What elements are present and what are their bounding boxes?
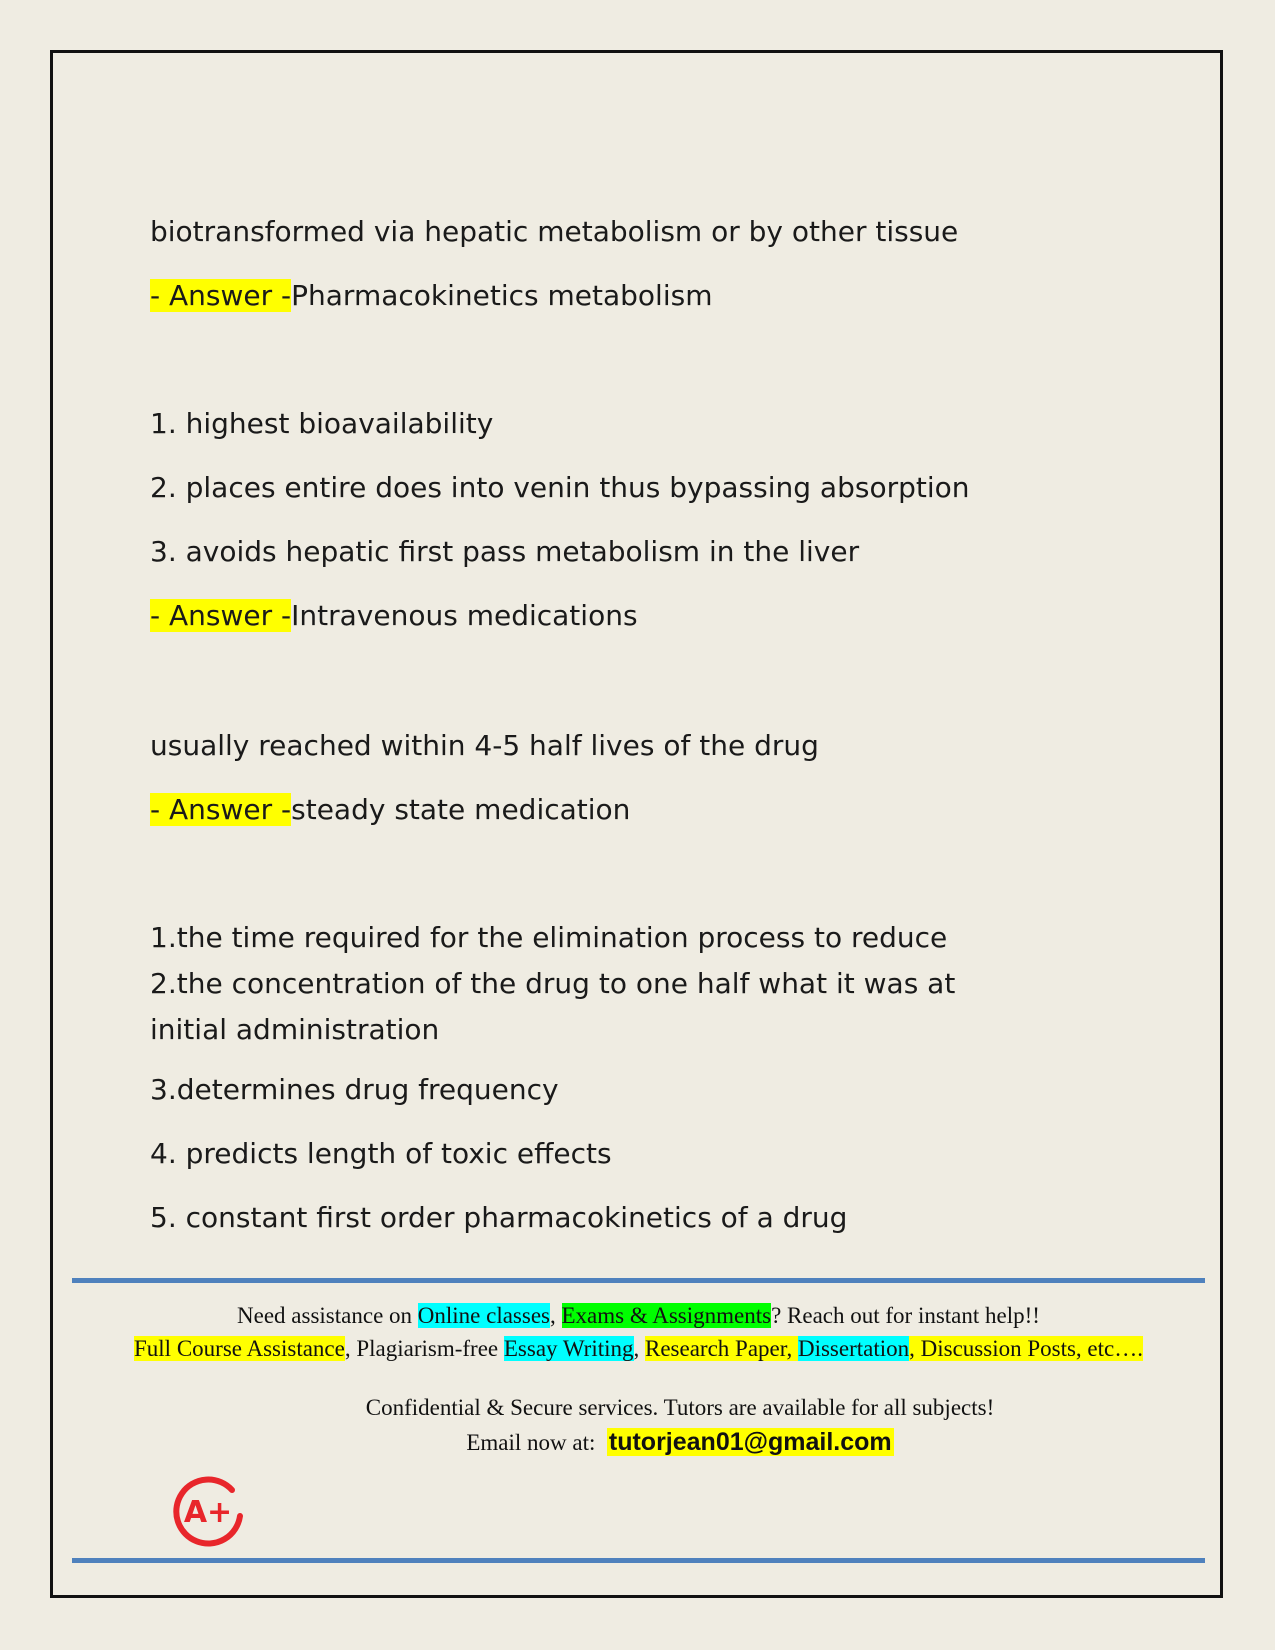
answer-tag: - Answer - <box>150 793 292 826</box>
footer-line-2 <box>72 1336 1205 1362</box>
list-item: 2. places entire does into venin thus bypassing absorption <box>150 471 970 504</box>
email-link[interactable]: tutorjean01@gmail.com <box>608 1428 892 1456</box>
list-item: 3. avoids hepatic first pass metabolism in the liver <box>150 535 860 568</box>
exams-highlight: Exams & Assignments <box>561 1303 772 1328</box>
list-item: 1. highest bioavailability <box>150 407 494 440</box>
online-classes-highlight: Online classes <box>417 1303 550 1328</box>
footer-text: , <box>550 1303 562 1328</box>
list-item: 3.determines drug frequency <box>150 1073 559 1106</box>
answer-text: Intravenous medications <box>291 599 638 632</box>
discussion-posts-highlight: , Discussion Posts, etc…. <box>909 1336 1143 1361</box>
answer-line <box>150 279 712 312</box>
list-item: 5. constant first order pharmacokinetics of a drug <box>150 1201 848 1234</box>
answer-text: steady state medication <box>291 793 631 826</box>
essay-writing-highlight: Essay Writing <box>503 1336 634 1361</box>
logo-text: A+ <box>183 1495 233 1530</box>
answer-line <box>150 599 638 632</box>
footer-text: ? Reach out for instant help!! <box>771 1303 1040 1328</box>
footer-text: , Plagiarism-free <box>344 1336 504 1361</box>
research-paper-highlight: Research Paper, <box>645 1336 798 1361</box>
answer-line <box>150 793 630 826</box>
dissertation-highlight: Dissertation <box>797 1336 910 1361</box>
answer-tag: - Answer - <box>150 599 292 632</box>
footer-email-line <box>230 1428 1130 1457</box>
question-text: usually reached within 4-5 half lives of the drug <box>150 729 819 762</box>
list-item: 4. predicts length of toxic effects <box>150 1137 612 1170</box>
answer-tag: - Answer - <box>150 279 292 312</box>
footer-bottom-rule <box>72 1558 1205 1563</box>
footer-text: , <box>633 1336 645 1361</box>
footer-line-1 <box>72 1303 1205 1329</box>
question-paragraph: 1.the time required for the elimination process to reduce 2.the concentration of the drug to one half what it was at initial administration <box>150 921 956 1046</box>
footer-top-rule <box>72 1278 1205 1283</box>
footer-line-3: Confidential & Secure services. Tutors are available for all subjects! <box>365 1395 995 1420</box>
question-text: biotransformed via hepatic metabolism or by other tissue <box>150 215 959 248</box>
answer-text: Pharmacokinetics metabolism <box>291 279 713 312</box>
email-label: Email now at: <box>466 1430 596 1455</box>
a-plus-logo-icon <box>170 1472 248 1550</box>
full-course-highlight: Full Course Assistance <box>134 1336 345 1361</box>
footer-text: Need assistance on <box>237 1303 418 1328</box>
